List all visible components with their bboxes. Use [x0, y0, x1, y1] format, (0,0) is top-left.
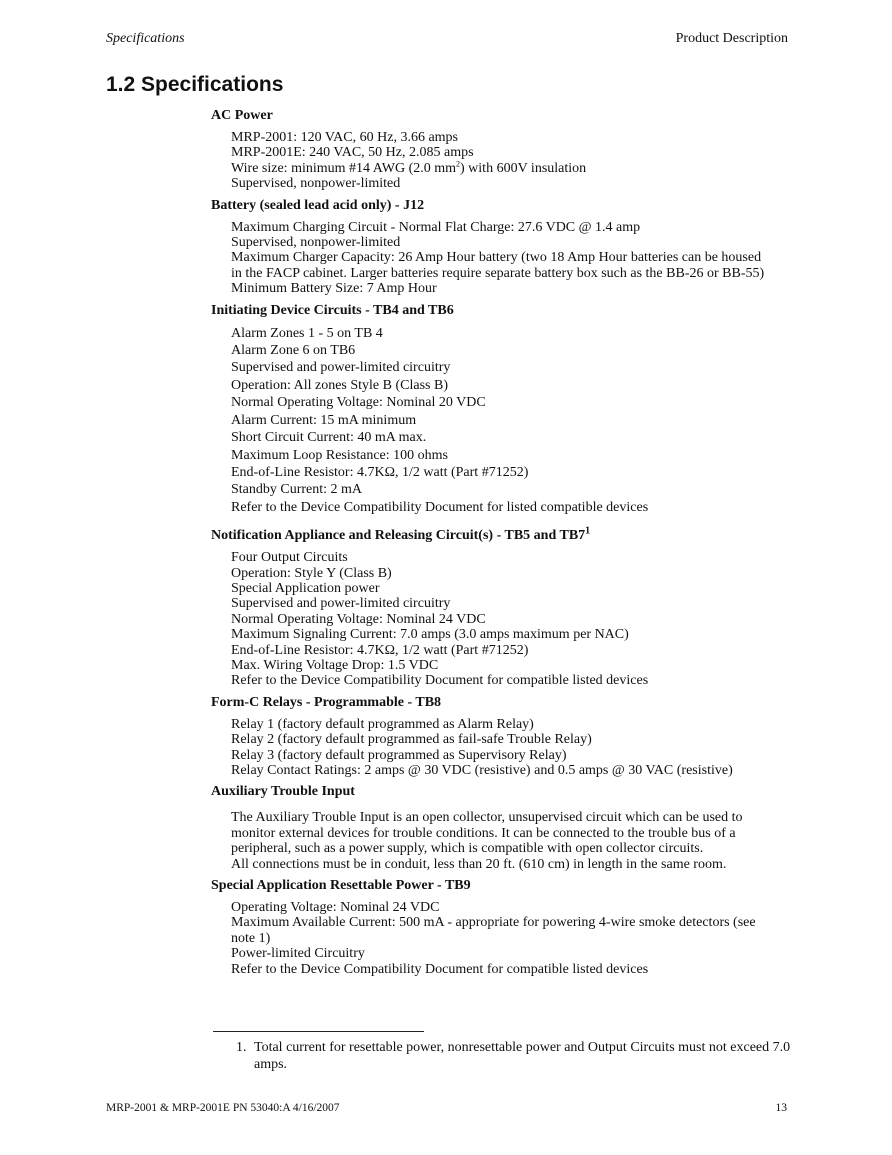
- spec-line: Refer to the Device Compatibility Document for listed compatible devices: [231, 499, 649, 515]
- section-lines: [211, 810, 791, 872]
- spec-line: Relay 3 (factory default programmed as Supervisory Relay): [231, 747, 567, 763]
- wire-size-text: ) with 600V insulation: [460, 160, 587, 176]
- spec-line: Special Application power: [231, 580, 380, 596]
- section-lines: [211, 325, 791, 516]
- spec-line: Refer to the Device Compatibility Document for compatible listed devices: [231, 673, 649, 689]
- spec-line: Normal Operating Voltage: Nominal 20 VDC: [231, 395, 486, 411]
- spec-line: Maximum Loop Resistance: 100 ohms: [231, 447, 448, 463]
- paragraph-line: peripheral, such as a power supply, which is compatible with open collector circuits.: [231, 841, 704, 857]
- section-heading: AC Power: [211, 108, 273, 123]
- spec-line: Supervised, nonpower-limited: [231, 176, 401, 192]
- spec-line: Operating Voltage: Nominal 24 VDC: [231, 900, 440, 916]
- footnote-number: 1.: [236, 1040, 247, 1055]
- section-battery: [211, 198, 791, 297]
- wire-size-text: Wire size: minimum #14 AWG (2.0 mm: [231, 160, 457, 176]
- spec-line: Minimum Battery Size: 7 Amp Hour: [231, 281, 437, 297]
- spec-line: Relay 1 (factory default programmed as Alarm Relay): [231, 716, 534, 732]
- section-heading: Form-C Relays - Programmable - TB8: [211, 694, 442, 710]
- spec-line: Alarm Current: 15 mA minimum: [231, 412, 417, 428]
- spec-line: Refer to the Device Compatibility Document for compatible listed devices: [231, 961, 649, 977]
- spec-line: Supervised, nonpower-limited: [231, 235, 401, 251]
- section-form-c-relays: [211, 695, 791, 779]
- running-header-section: Specifications: [106, 31, 185, 46]
- section-heading: [211, 525, 791, 544]
- section-lines: [211, 717, 791, 779]
- spec-line: MRP-2001: 120 VAC, 60 Hz, 3.66 amps: [231, 130, 459, 145]
- section-notification-circuits: [211, 525, 791, 689]
- section-heading: Battery (sealed lead acid only) - J12: [211, 197, 425, 213]
- page-title: 1.2 Specifications: [106, 73, 284, 96]
- spec-line: Power-limited Circuitry: [231, 946, 365, 962]
- spec-line: Alarm Zone 6 on TB6: [231, 343, 356, 359]
- spec-line: Short Circuit Current: 40 mA max.: [231, 430, 427, 446]
- paragraph-line: The Auxiliary Trouble Input is an open collector, unsupervised circuit which can be used to: [231, 810, 743, 826]
- footer-document-id: MRP-2001 & MRP-2001E PN 53040:A 4/16/2007: [106, 1102, 340, 1114]
- spec-line: MRP-2001E: 240 VAC, 50 Hz, 2.085 amps: [231, 145, 474, 161]
- footnote-ref: 1: [585, 525, 591, 537]
- running-header-chapter: Product Description: [675, 31, 788, 46]
- section-lines: [211, 130, 791, 192]
- paragraph-line: All connections must be in conduit, less than 20 ft. (610 cm) in length in the same room.: [231, 856, 727, 872]
- specifications-content: [211, 108, 791, 983]
- spec-line-wire-size: [231, 161, 791, 176]
- spec-line: Maximum Charger Capacity: 26 Amp Hour battery (two 18 Amp Hour batteries can be housed: [231, 250, 762, 266]
- spec-line: Alarm Zones 1 - 5 on TB 4: [231, 325, 383, 341]
- spec-line: in the FACP cabinet. Larger batteries require separate battery box such as the BB-26 or BB-55): [231, 265, 765, 281]
- footnote-divider: [213, 1031, 424, 1032]
- spec-line: Operation: All zones Style B (Class B): [231, 377, 448, 393]
- section-lines: [211, 550, 791, 689]
- spec-line: Maximum Charging Circuit - Normal Flat Charge: 27.6 VDC @ 1.4 amp: [231, 219, 641, 235]
- section-heading: Initiating Device Circuits - TB4 and TB6: [211, 302, 454, 318]
- spec-line: End-of-Line Resistor: 4.7KΩ, 1/2 watt (Part #71252): [231, 642, 529, 658]
- footnote: [236, 1039, 792, 1073]
- spec-line: note 1): [231, 930, 271, 946]
- spec-line: Standby Current: 2 mA: [231, 482, 363, 498]
- spec-line: Relay Contact Ratings: 2 amps @ 30 VDC (resistive) and 0.5 amps @ 30 VAC (resistive): [231, 763, 733, 778]
- spec-line: Supervised and power-limited circuitry: [231, 596, 451, 612]
- section-ac-power: [211, 108, 791, 192]
- page-number: 13: [775, 1102, 787, 1114]
- spec-line: Supervised and power-limited circuitry: [231, 360, 451, 376]
- heading-text: Notification Appliance and Releasing Circuit(s) - TB5 and TB7: [211, 528, 586, 544]
- footnote-text: Total current for resettable power, nonresettable power and Output Circuits must not exceed 7.0 amps.: [254, 1040, 791, 1072]
- section-heading: Special Application Resettable Power - TB9: [211, 878, 471, 894]
- spec-line: Maximum Signaling Current: 7.0 amps (3.0 amps maximum per NAC): [231, 627, 629, 643]
- spec-line: Normal Operating Voltage: Nominal 24 VDC: [231, 611, 486, 627]
- section-lines: [211, 220, 791, 297]
- spec-line: End-of-Line Resistor: 4.7KΩ, 1/2 watt (Part #71252): [231, 464, 529, 480]
- paragraph-line: monitor external devices for trouble conditions. It can be connected to the trouble bus of a: [231, 825, 736, 841]
- section-heading: Auxiliary Trouble Input: [211, 784, 355, 800]
- spec-line: Maximum Available Current: 500 mA - appropriate for powering 4-wire smoke detectors (see: [231, 915, 756, 931]
- spec-line: Four Output Circuits: [231, 550, 348, 566]
- spec-line: Operation: Style Y (Class B): [231, 565, 392, 581]
- spec-line: Max. Wiring Voltage Drop: 1.5 VDC: [231, 657, 439, 673]
- superscript: 2: [456, 159, 461, 169]
- section-initiating-device-circuits: [211, 303, 791, 516]
- section-lines: [211, 900, 791, 977]
- section-auxiliary-trouble-input: [211, 784, 791, 872]
- spec-line: Relay 2 (factory default programmed as fail-safe Trouble Relay): [231, 732, 592, 748]
- section-resettable-power: [211, 878, 791, 977]
